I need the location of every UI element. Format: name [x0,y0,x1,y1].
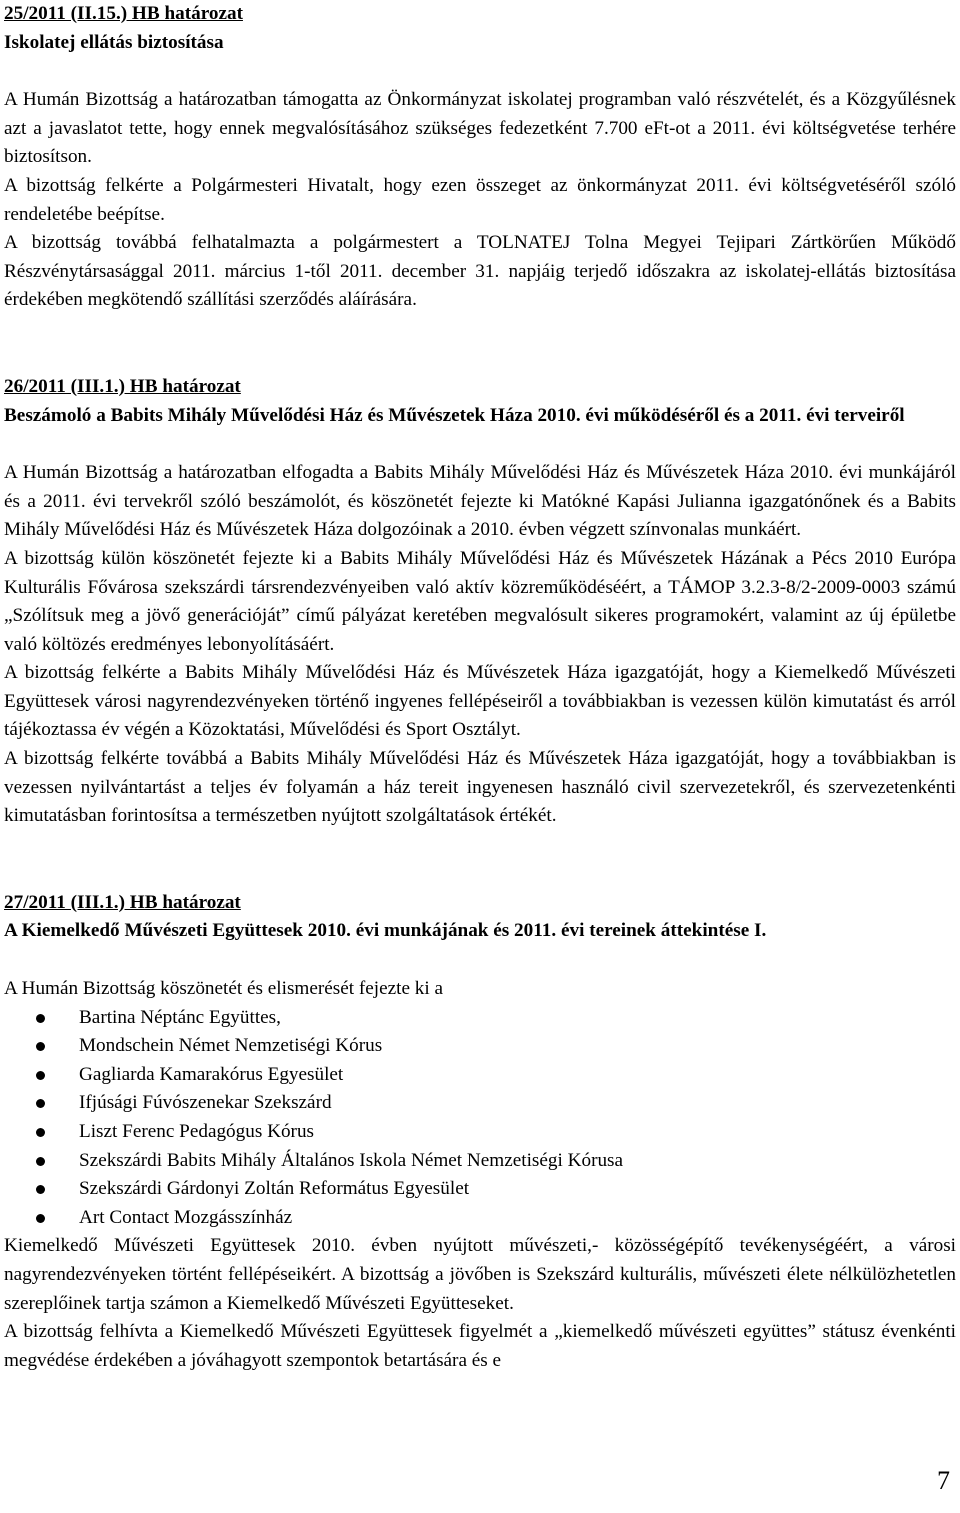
paragraph: A bizottság külön köszönetét fejezte ki a Babits Mihály Művelődési Ház és Művészetek Házának a Pécs 2010 Európa Kulturális Fővárosa szekszárdi társrendezvényeiben való aktív közreműködéséért, a TÁMOP 3.2.3-8/2-2009-0003 számú „Szólítsuk meg a jövő generációját” című pályázat keretében megvalósult sikeres programokért, valamint az új épületbe való költözés eredményes lebonyolításáért. [4,547,956,655]
paragraph: A bizottság továbbá felhatalmazta a polgármestert a TOLNATEJ Tolna Megyei Tejipari Zártkörűen Működő Részvénytársasággal 2011. március 1-től 2011. december 31. napjáig terjedő időszakra az iskolatej-ellátás biztosítása érdekében megkötendő szállítási szerződés aláírására. [4,232,956,311]
resolution-number: 26/2011 (III.1.) HB határozat [4,375,241,397]
ensemble-list [4,1004,956,1233]
spacer [4,57,956,86]
document-page [4,0,956,1375]
list-item-label: Mondschein Német Nemzetiségi Kórus [79,1035,383,1057]
bullet-icon [36,1128,45,1137]
list-item-label: Ifjúsági Fúvószenekar Szekszárd [79,1092,332,1114]
list-item [4,1089,956,1118]
spacer [4,315,956,373]
resolution-subject: Beszámoló a Babits Mihály Művelődési Ház és Művészetek Háza 2010. évi működéséről és a 2011. évi terveiről [4,404,905,426]
bullet-icon [36,1185,45,1194]
spacer [4,831,956,889]
list-item [4,1004,956,1033]
bullet-icon [36,1014,45,1023]
resolution-number: 25/2011 (II.15.) HB határozat [4,3,243,24]
list-item [4,1118,956,1147]
bullet-icon [36,1157,45,1166]
bullet-icon [36,1099,45,1108]
paragraph: Kiemelkedő Művészeti Együttesek 2010. évben nyújtott művészeti,- közösségépítő tevékenységéért, a városi nagyrendezvényeken történt fellépéseikért. A bizottság a jövőben is Szekszárd kulturális, művészeti élete nélkülözhetetlen szereplőinek tartja számon a Kiemelkedő Művészeti Együtteseket. [4,1235,956,1314]
resolution-number: 27/2011 (III.1.) HB határozat [4,891,241,913]
page-number: 7 [937,1466,950,1495]
bullet-icon [36,1071,45,1080]
paragraph: A bizottság felkérte továbbá a Babits Mihály Művelődési Ház és Művészetek Háza igazgatóját, hogy a továbbiakban is vezessen nyilvántartást a teljes év folyamán a ház tereit ingyenesen használó civil szervezetekről, és szervezetenkénti kimutatásban forintosítsa a természetben nyújtott szolgáltatások értékét. [4,748,956,827]
resolution-25 [4,0,956,315]
list-item-label: Szekszárdi Gárdonyi Zoltán Református Egyesület [79,1178,470,1200]
list-item [4,1061,956,1090]
paragraph: A Humán Bizottság a határozatban elfogadta a Babits Mihály Művelődési Ház és Művészetek Háza 2010. évi munkájáról és a 2011. évi tervekről szóló beszámolót, és köszönetét fejezte ki Matókné Kapási Julianna igazgatónőnek és a Babits Mihály Művelődési Ház és Művészetek Háza dolgozóinak a 2010. évben végzett színvonalas munkáért. [4,462,956,541]
list-item [4,1204,956,1233]
list-intro: A Humán Bizottság köszönetét és elismerését fejezte ki a [4,978,444,1000]
list-item-label: Bartina Néptánc Együttes, [79,1006,281,1028]
spacer [4,430,956,459]
bullet-icon [36,1214,45,1223]
list-item-label: Liszt Ferenc Pedagógus Kórus [79,1121,315,1142]
spacer [4,946,956,975]
resolution-subject: Iskolatej ellátás biztosítása [4,31,224,53]
paragraph: A bizottság felkérte a Polgármesteri Hivatalt, hogy ezen összeget az önkormányzat 2011. évi költségvetéséről szóló rendeletébe beépítse. [4,174,956,225]
list-item-label: Szekszárdi Babits Mihály Általános Iskola Német Nemzetiségi Kórusa [79,1149,624,1171]
list-item [4,1032,956,1061]
bullet-icon [36,1042,45,1051]
list-item-label: Gagliarda Kamarakórus Egyesület [79,1063,344,1085]
list-item-label: Art Contact Mozgásszínház [79,1206,293,1228]
paragraph: A Humán Bizottság a határozatban támogatta az Önkormányzat iskolatej programban való részvételét, és a Közgyűlésnek azt a javaslatot tette, hogy ennek megvalósításához szükséges fedezetként 7.700 eFt-ot a 2011. évi költségvetése terhére biztosítson. [4,89,956,168]
resolution-27 [4,889,956,1376]
resolution-26 [4,373,956,831]
list-item [4,1147,956,1176]
list-item [4,1175,956,1204]
paragraph: A bizottság felhívta a Kiemelkedő Művészeti Együttesek figyelmét a „kiemelkedő művészeti együttes” státusz évenkénti megvédése érdekében a jóváhagyott szempontok betartására és e [4,1321,956,1371]
paragraph: A bizottság felkérte a Babits Mihály Művelődési Ház és Művészetek Háza igazgatóját, hogy a Kiemelkedő Művészeti Együttesek városi nagyrendezvényeken történő ingyenes fellépéseiről a továbbiakban is vezessen külön kimutatást és arról tájékoztassa év végén a Közoktatási, Művelődési és Sport Osztályt. [4,662,956,741]
resolution-subject: A Kiemelkedő Művészeti Együttesek 2010. évi munkájának és 2011. évi tereinek áttekintése I. [4,920,767,942]
